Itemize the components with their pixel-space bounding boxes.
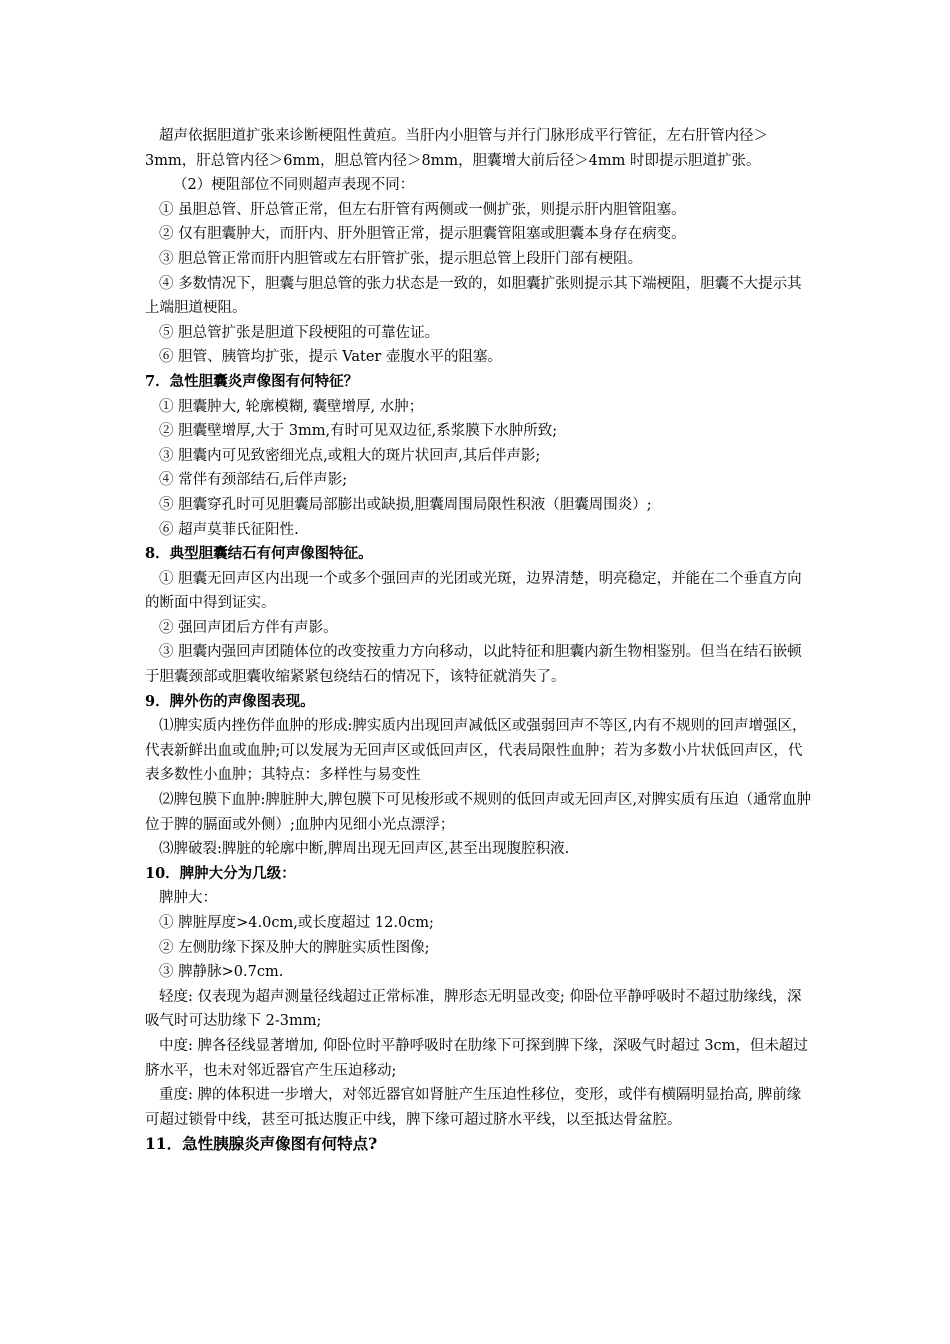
- paragraph: ⑥ 胆管、胰管均扩张，提示 Vater 壶腹水平的阻塞。: [159, 349, 502, 366]
- paragraph: ⑴脾实质内挫伤伴血肿的形成:脾实质内出现回声减低区或强弱回声不等区,内有不规则的回声增强区，代表新鲜出血或血肿;可以发展为无回声区或低回声区，代表局限性血肿；若为多数小片状低回声区，代表多数性小血肿；其特点：多样性与易变性: [145, 718, 807, 784]
- document-body: [145, 124, 815, 1157]
- paragraph: 重度: 脾的体积进一步增大，对邻近器官如肾脏产生压迫性移位，变形，或伴有横隔明显抬高, 脾前缘可超过锁骨中线，甚至可抵达腹正中线，脾下缘可超过脐水平线，以至抵达骨盆腔。: [145, 1087, 802, 1128]
- paragraph: ⑤ 胆囊穿孔时可见胆囊局部膨出或缺损,胆囊周围局限性积液（胆囊周围炎）;: [159, 496, 652, 513]
- paragraph: ③ 胆总管正常而肝内胆管或左右肝管扩张，提示胆总管上段肝门部有梗阻。: [159, 250, 643, 267]
- section-heading: 10．脾肿大分为几级：: [145, 864, 296, 882]
- paragraph: ⑵脾包膜下血肿:脾脏肿大,脾包膜下可见梭形或不规则的低回声或无回声区,对脾实质有压迫（通常血肿位于脾的膈面或外侧）;血肿内见细小光点漂浮；: [145, 792, 812, 833]
- paragraph: ② 强回声团后方伴有声影。: [159, 619, 338, 636]
- paragraph: ③ 脾静脉>0.7cm.: [159, 964, 284, 981]
- section-heading: 11．急性胰腺炎声像图有何特点?: [145, 1134, 378, 1154]
- paragraph: （2）梗阻部位不同则超声表现不同：: [173, 177, 415, 194]
- paragraph: ② 仅有胆囊肿大，而肝内、肝外胆管正常，提示胆囊管阻塞或胆囊本身存在病变。: [159, 226, 686, 243]
- paragraph: ⑥ 超声莫菲氏征阳性.: [159, 521, 299, 538]
- section-heading: 7．急性胆囊炎声像图有何特征？: [145, 372, 359, 390]
- paragraph: ⑤ 胆总管扩张是胆道下段梗阻的可靠佐证。: [159, 324, 440, 341]
- paragraph: ② 胆囊壁增厚,大于 3mm,有时可见双边征,系浆膜下水肿所致;: [159, 423, 558, 440]
- paragraph: 中度: 脾各径线显著增加, 仰卧位时平静呼吸时在肋缘下可探到脾下缘，深吸气时超过 3cm，但未超过脐水平，也未对邻近器官产生压迫移动;: [145, 1037, 808, 1079]
- paragraph: 超声依据胆道扩张来诊断梗阻性黄疸。当肝内小胆管与并行门脉形成平行管征，左右肝管内径＞3mm，肝总管内径＞6mm，胆总管内径＞8mm，胆囊增大前后径＞4mm 时即提示胆道扩张。: [145, 128, 768, 169]
- paragraph: ④ 常伴有颈部结石,后伴声影;: [159, 472, 348, 489]
- paragraph: ① 脾脏厚度>4.0cm,或长度超过 12.0cm;: [159, 915, 434, 931]
- paragraph: ① 胆囊无回声区内出现一个或多个强回声的光团或光斑，边界清楚，明亮稳定，并能在二个垂直方向的断面中得到证实。: [145, 570, 802, 612]
- paragraph: ③ 胆囊内强回声团随体位的改变按重力方向移动，以此特征和胆囊内新生物相鉴别。但当在结石嵌顿于胆囊颈部或胆囊收缩紧紧包绕结石的情况下，该特征就消失了。: [145, 644, 802, 686]
- paragraph: ① 虽胆总管、肝总管正常，但左右肝管有两侧或一侧扩张，则提示肝内胆管阻塞。: [159, 201, 686, 218]
- paragraph: ⑶脾破裂:脾脏的轮廓中断,脾周出现无回声区,甚至出现腹腔积液.: [159, 841, 570, 858]
- paragraph: ② 左侧肋缘下探及肿大的脾脏实质性图像;: [159, 939, 430, 956]
- section-heading: 8．典型胆囊结石有何声像图特征。: [145, 545, 373, 563]
- paragraph: 轻度: 仅表现为超声测量径线超过正常标准，脾形态无明显改变; 仰卧位平静呼吸时不超过肋缘线，深吸气时可达肋缘下 2-3mm;: [145, 988, 802, 1030]
- paragraph: ③ 胆囊内可见致密细光点,或粗大的斑片状回声,其后伴声影;: [159, 447, 541, 464]
- paragraph: ① 胆囊肿大, 轮廓模糊, 囊壁增厚, 水肿；: [159, 398, 424, 415]
- section-heading: 9．脾外伤的声像图表现。: [145, 692, 315, 710]
- paragraph: ④ 多数情况下，胆囊与胆总管的张力状态是一致的，如胆囊扩张则提示其下端梗阻，胆囊不大提示其上端胆道梗阻。: [145, 275, 802, 317]
- paragraph: 脾肿大：: [159, 890, 217, 907]
